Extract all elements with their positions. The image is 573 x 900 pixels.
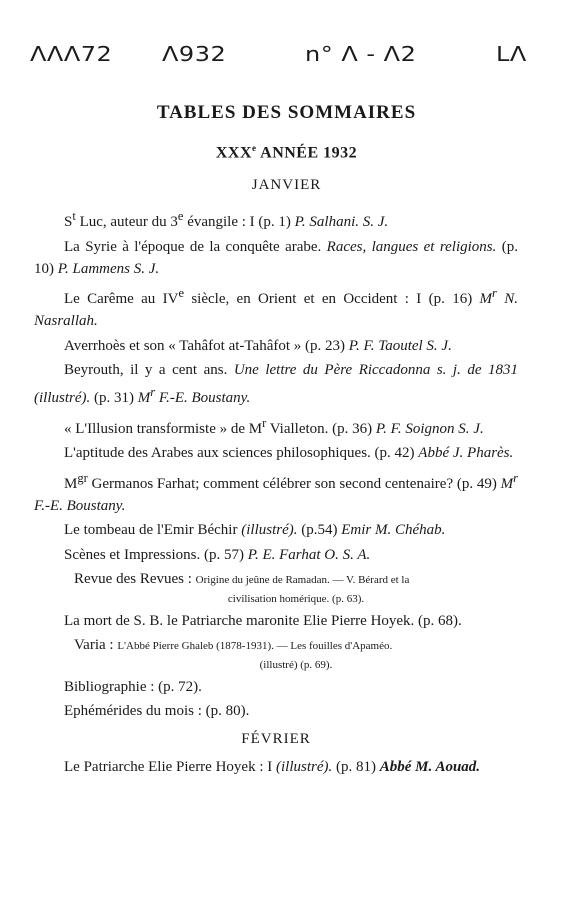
handwritten-note-1: ΛΛΛ72 — [30, 42, 113, 66]
year-heading: XXXe ANNÉE 1932 — [215, 143, 358, 162]
entries-list — [34, 205, 518, 781]
handwritten-note-4: LΛ — [496, 42, 527, 66]
list-item: Averrhoès et son « Tahâfot at-Tahâfot » (p. 23) P. F. Taoutel S. J. — [64, 337, 452, 354]
list-item: Beyrouth, il y a cent ans. Une lettre du Père Riccadonna s. j. de 1831 (illustré). (p. 31) $M^r$ F.-E. Boustany. — [34, 362, 519, 406]
list-item: Varia : L'Abbé Pierre Ghaleb (1878-1931). — Les fouilles d'Apaméo. (illustré) (p. 69). — [74, 637, 393, 671]
page-title: TABLES DES SOMMAIRES — [156, 102, 417, 123]
list-item: La Syrie à l'époque de la conquête arabe. Races, langues et religions. (p. 10) P. Lammens S. J. — [34, 238, 518, 277]
list-item: Le tombeau de l'Emir Béchir (illustré). (p.54) Emir M. Chéhab. — [64, 522, 446, 538]
list-item: Revue des Revues : Origine du jeûne de Ramadan. — V. Bérard et la civilisation homérique. (p. 63). — [74, 571, 410, 605]
month-heading-february: FÉVRIER — [241, 731, 311, 747]
list-item: Ephémérides du mois : (p. 80). — [64, 703, 250, 719]
list-item: Bibliographie : (p. 72). — [64, 678, 202, 695]
handwritten-note-3: n° Λ - Λ2 — [305, 42, 417, 66]
list-item: Le Carême au IVe siècle, en Orient et en Occident : I (p. 16) $M^r$ N. Nasrallah. — [34, 286, 518, 329]
month-heading-january: JANVIER — [251, 177, 322, 193]
handwritten-note-2: Λ932 — [162, 42, 227, 66]
list-item: L'aptitude des Arabes aux sciences philosophiques. (p. 42) Abbé J. Pharès. — [64, 445, 514, 461]
list-item: $M^{gr}$ Germanos Farhat; comment célébrer son second centenaire? (p. 49) $M^r$ F.-E. Boustany. — [34, 470, 518, 514]
list-item: $S^t$ Luc, auteur du 3e évangile : I (p. 1) P. Salhani. S. J. — [64, 209, 389, 230]
list-item: « L'Illusion transformiste » de $M^r$ Vialleton. (p. 36) P. F. Soignon S. J. — [64, 415, 484, 437]
list-item: Scènes et Impressions. (p. 57) P. E. Farhat O. S. A. — [64, 546, 371, 563]
list-item: La mort de S. B. le Patriarche maronite Elie Pierre Hoyek. (p. 68). — [64, 612, 462, 629]
list-item: Le Patriarche Elie Pierre Hoyek : I (illustré). (p. 81) Abbé M. Aouad. — [64, 759, 481, 775]
